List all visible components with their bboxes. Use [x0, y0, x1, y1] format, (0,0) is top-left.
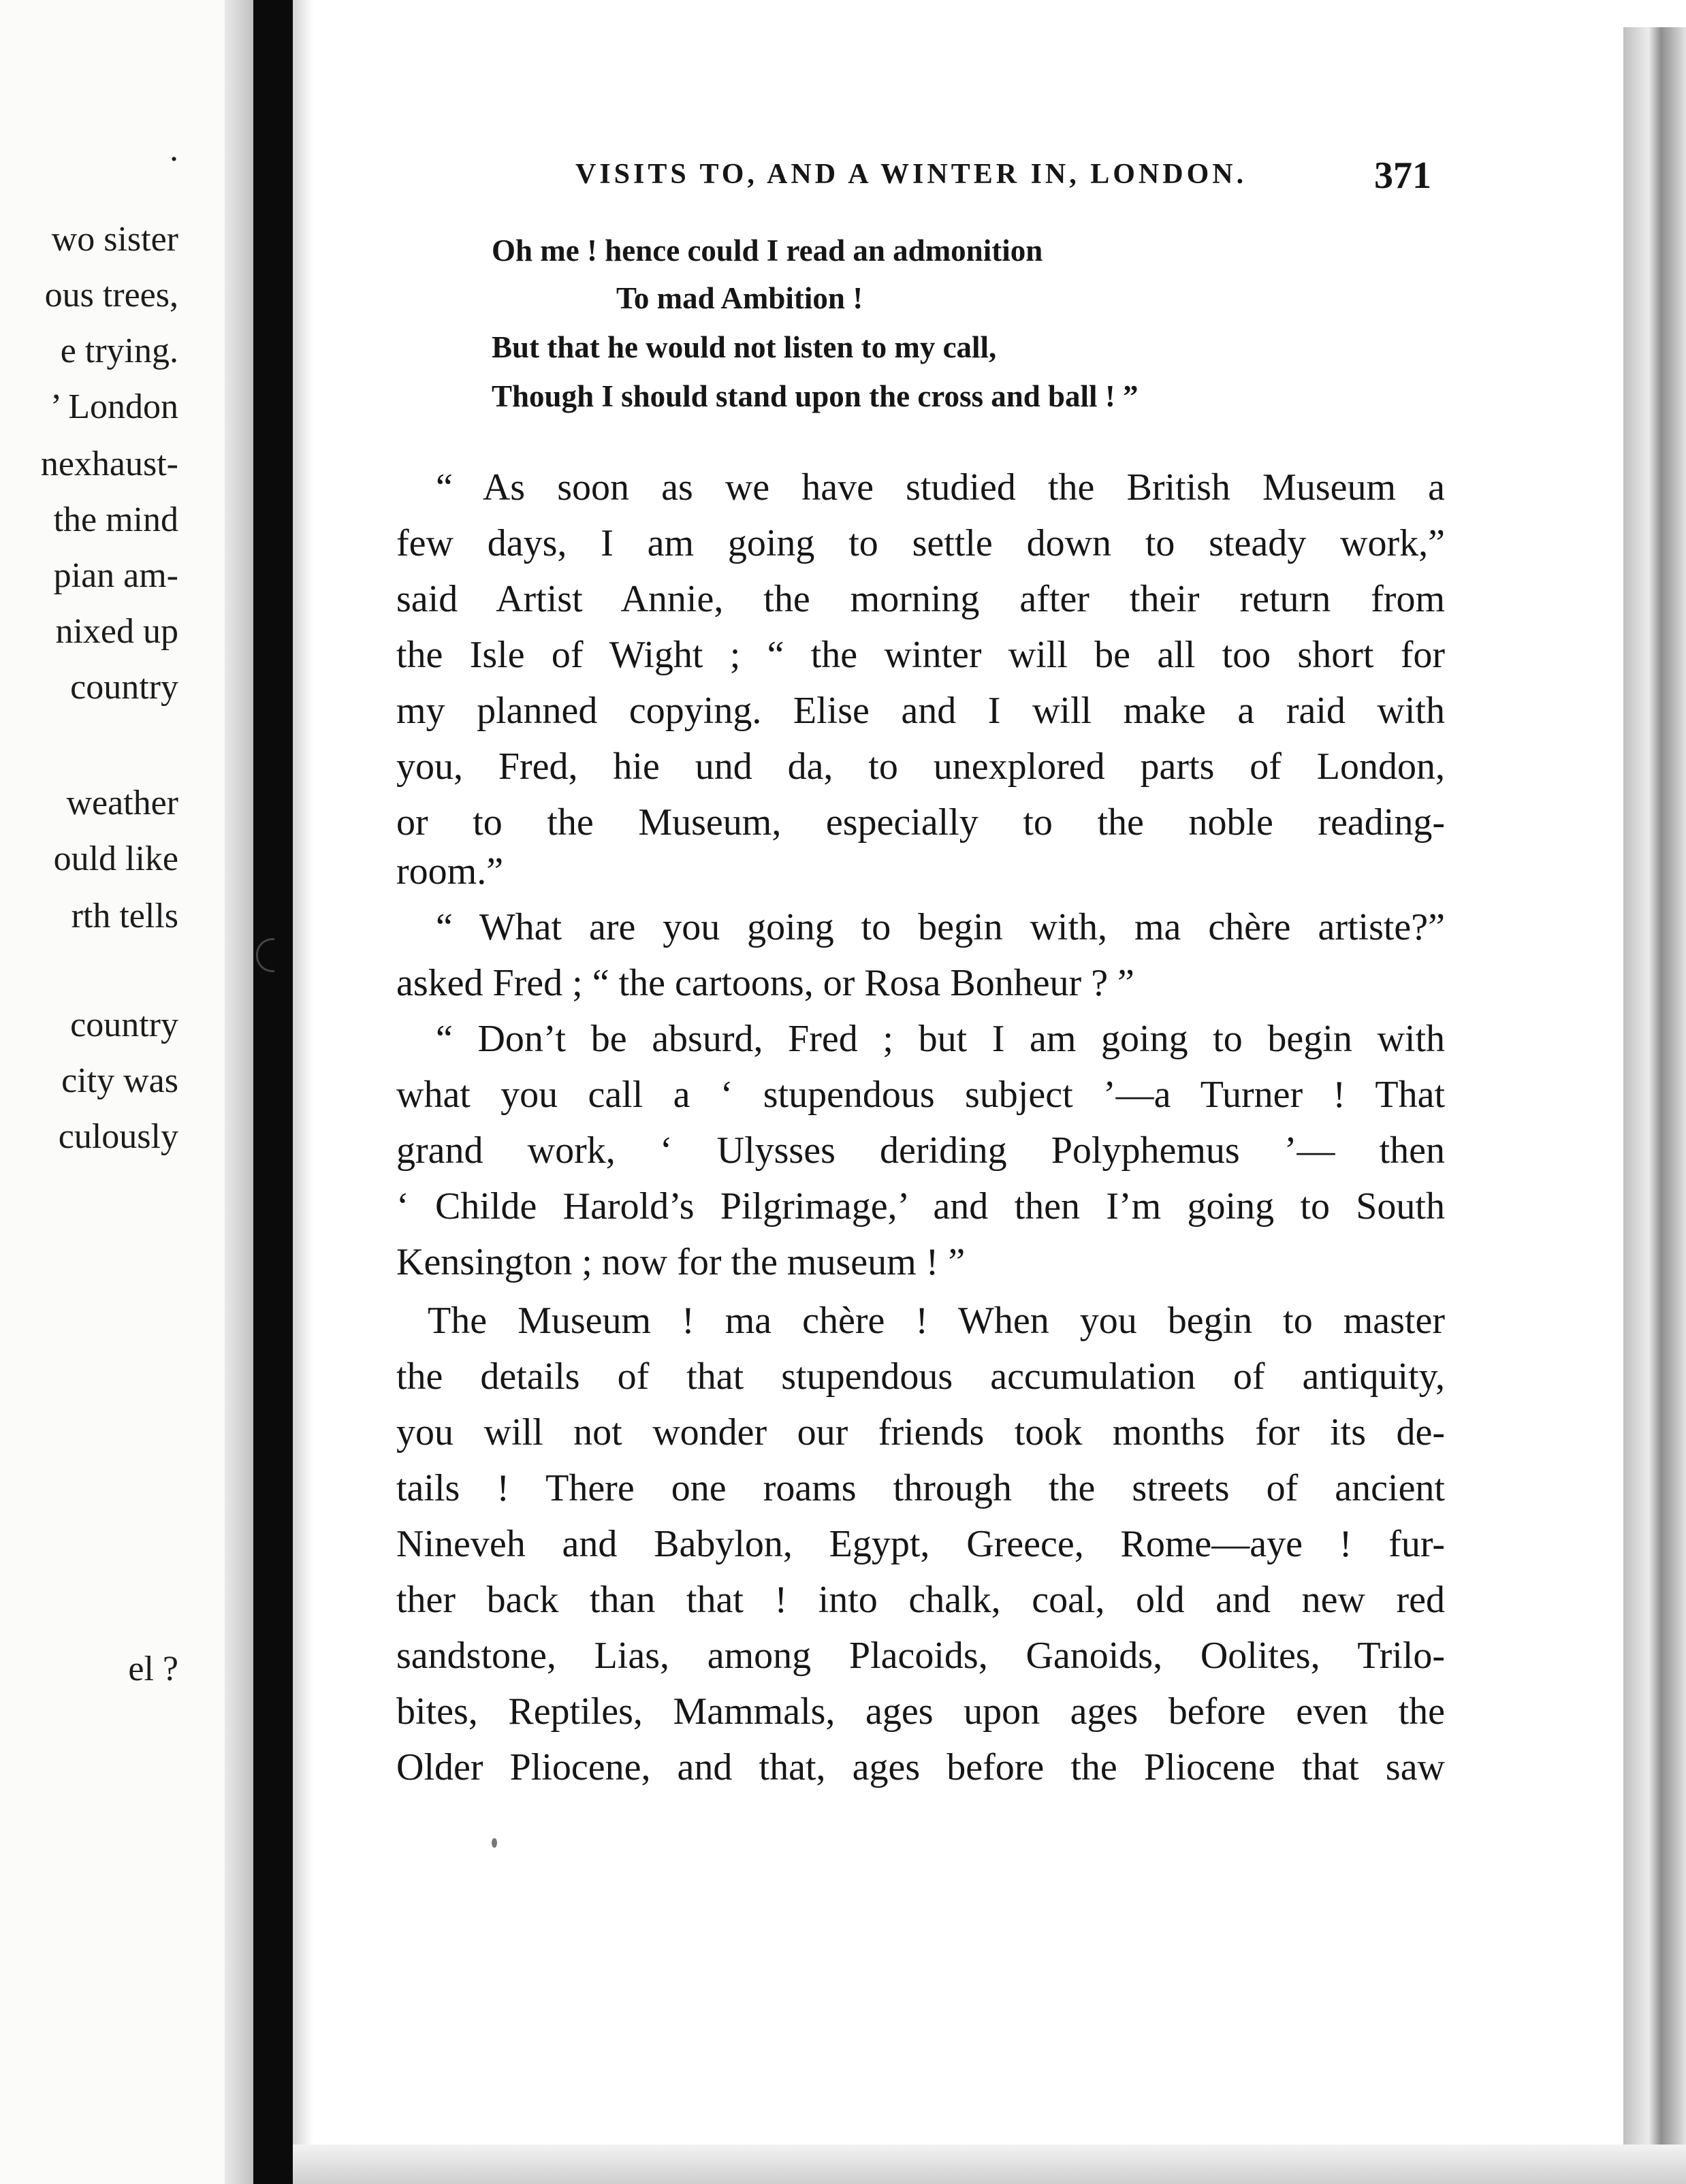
text-line: bites, Reptiles, Mammals, ages upon ages before even the	[396, 1690, 1445, 1733]
page-edge	[1623, 27, 1686, 2184]
text-line: you will not wonder our friends took months for its de-	[396, 1411, 1445, 1454]
left-page-line: ous trees,	[44, 276, 178, 315]
speck-mark	[492, 1838, 497, 1848]
text-line: you, Fred, hie und da, to unexplored parts of London,	[396, 745, 1445, 788]
text-line: my planned copying. Elise and I will make a raid with	[396, 690, 1445, 732]
left-page-line: city was	[61, 1061, 178, 1100]
left-page-line: rth tells	[71, 897, 178, 935]
text-line: what you call a ‘ stupendous subject ’—a Turner ! That	[396, 1074, 1445, 1116]
text-line: Kensington ; now for the museum ! ”	[396, 1241, 966, 1283]
text-line: room.”	[396, 850, 504, 893]
left-page-line: nexhaust-	[40, 445, 178, 483]
left-page-line: wo sister	[51, 220, 178, 259]
verse-line: To mad Ambition !	[616, 281, 863, 315]
text-line: asked Fred ; “ the cartoons, or Rosa Bonheur ? ”	[396, 962, 1134, 1004]
text-line: “ Don’t be absurd, Fred ; but I am going to begin with	[436, 1018, 1445, 1060]
text-line: said Artist Annie, the morning after their return from	[396, 578, 1445, 620]
text-line: ‘ Childe Harold’s Pilgrimage,’ and then I’m going to South	[396, 1185, 1445, 1227]
verse-line: Though I should stand upon the cross and ball ! ”	[492, 379, 1139, 413]
left-page-line: .	[170, 130, 178, 169]
text-line: Older Pliocene, and that, ages before the Pliocene that saw	[396, 1746, 1445, 1788]
text-line: sandstone, Lias, among Placoids, Ganoids, Oolites, Trilo-	[396, 1635, 1445, 1677]
text-line: “ What are you going to begin with, ma chère artiste?”	[436, 906, 1445, 948]
left-page-line: country	[70, 668, 178, 707]
page-number: 371	[1374, 155, 1431, 197]
left-page-line: ould like	[53, 839, 178, 878]
left-page-line: pian am-	[53, 556, 178, 595]
left-page-line: nixed up	[55, 612, 178, 651]
left-page-line: el ?	[128, 1650, 178, 1688]
verse-line: But that he would not listen to my call,	[492, 330, 997, 364]
text-line: the Isle of Wight ; “ the winter will be all too short for	[396, 634, 1445, 676]
text-line: or to the Museum, especially to the noble reading-	[396, 801, 1445, 844]
text-line: “ As soon as we have studied the British Museum a	[436, 466, 1445, 509]
text-line: The Museum ! ma chère ! When you begin to master	[428, 1300, 1445, 1342]
left-page-line: e trying.	[60, 332, 178, 370]
text-line: few days, I am going to settle down to steady work,”	[396, 522, 1445, 564]
left-page-line: weather	[66, 784, 178, 822]
text-line: the details of that stupendous accumulation of antiquity,	[396, 1355, 1445, 1398]
text-line: tails ! There one roams through the streets of ancient	[396, 1467, 1445, 1509]
left-page-line: the mind	[53, 500, 178, 539]
text-line: ther back than that ! into chalk, coal, old and new red	[396, 1579, 1445, 1621]
text-line: Nineveh and Babylon, Egypt, Greece, Rome—aye ! fur-	[396, 1523, 1445, 1565]
left-page-line: ’ London	[50, 387, 178, 426]
left-page-line: country	[70, 1006, 178, 1044]
book-gutter	[253, 0, 296, 2184]
text-line: grand work, ‘ Ulysses deriding Polyphemus ’— then	[396, 1129, 1445, 1172]
page-bottom-edge	[293, 2145, 1686, 2184]
left-page-line: culously	[58, 1117, 178, 1156]
running-head: VISITS TO, AND A WINTER IN, LONDON.	[575, 159, 1247, 190]
verse-line: Oh me ! hence could I read an admonition	[492, 234, 1043, 268]
